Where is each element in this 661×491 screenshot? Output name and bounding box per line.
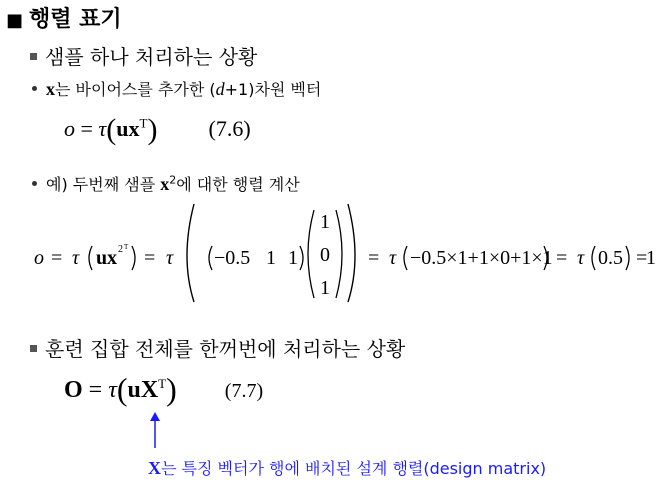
title-marker: ■: [6, 10, 24, 31]
row-paren-left: [209, 246, 212, 270]
eq77-tau: τ: [108, 377, 117, 403]
eqbig-expanded: −0.5×1+1×0+1×1: [410, 247, 553, 269]
row-paren-right: [300, 246, 303, 270]
col-val-0: 1: [320, 211, 330, 233]
bullet-bias-vector: [32, 77, 321, 100]
eq77-sup: T: [158, 376, 167, 391]
equation-example: [34, 200, 654, 305]
example-var-x: x: [160, 174, 170, 194]
paren-right-4: [626, 246, 629, 270]
eq76-x: x: [128, 116, 140, 141]
eq77-u: u: [127, 377, 141, 403]
row-val-1: 1: [266, 247, 276, 269]
bullet-single-sample: [30, 41, 257, 70]
section-title: [6, 2, 122, 33]
bullet-example: [32, 172, 300, 195]
example-text-pre: 예) 두번째 샘플: [46, 175, 161, 194]
paren-left: [89, 246, 92, 270]
eq77-lhs: O: [64, 377, 83, 403]
var-x: x: [46, 79, 55, 99]
eqbig-tau4: τ: [577, 247, 585, 269]
eqbig-eq4: =: [556, 247, 568, 269]
eqbig-lhs: o: [34, 247, 44, 269]
square-bullet-icon: [30, 53, 37, 60]
equation-7-7: $O = \tau(uX^T)$ (7.7): [64, 371, 264, 407]
eq76-sup: T: [139, 115, 148, 131]
note-var-X: X: [148, 458, 161, 478]
eqbig-eq1: =: [51, 247, 63, 269]
paren-left-3: [404, 246, 407, 270]
eqbig-supT: T: [124, 243, 129, 251]
eq76-tau: τ: [98, 116, 107, 141]
col-paren-left: [308, 210, 314, 298]
eq77-equals: =: [88, 377, 103, 403]
row-val-2: 1: [288, 247, 298, 269]
eqbig-tau2: τ: [166, 247, 174, 269]
col-val-2: 1: [320, 277, 330, 299]
big-paren-left: [187, 204, 194, 302]
bias-text-pre: 는 바이어스를 추가한 (: [55, 80, 216, 99]
paren-right: [132, 246, 135, 270]
col-paren-right: [336, 210, 342, 298]
eqbig-result: 1: [646, 247, 656, 269]
var-d: d: [215, 79, 225, 99]
bias-text-post: +1)차원 벡터: [224, 80, 322, 99]
title-text: 행렬 표기: [29, 7, 122, 32]
row-val-0: −0.5: [214, 247, 251, 269]
eqbig-eq3: =: [368, 247, 380, 269]
dot-bullet-icon: [32, 86, 37, 91]
eqbig-u: u: [96, 247, 108, 269]
example-text-post: 에 대한 행렬 계산: [176, 175, 300, 194]
eqbig-sup: 2: [118, 244, 123, 255]
note-text: 는 특징 벡터가 행에 배치된 설계 행렬(design matrix): [161, 459, 547, 478]
eq76-number: (7.6): [208, 116, 251, 141]
example-sup: 2: [169, 173, 177, 187]
eqbig-tau1: τ: [72, 247, 80, 269]
equation-7-6: $o = \tau(ux^T)$ (7.6): [64, 113, 251, 146]
arrow-up-icon: [148, 412, 162, 448]
eqbig-eq2: =: [144, 247, 156, 269]
eqbig-tau3: τ: [389, 247, 397, 269]
design-matrix-note: [148, 456, 546, 479]
eqbig-eq5: =: [636, 247, 648, 269]
dot-bullet-icon: [32, 181, 37, 186]
eqbig-result-inner: 0.5: [598, 247, 623, 269]
big-paren-right: [348, 204, 355, 302]
eq76-u: u: [116, 116, 129, 141]
bullet-single-sample-text: 샘플 하나 처리하는 상황: [45, 45, 258, 69]
bullet-full-batch: [30, 333, 405, 362]
col-val-1: 0: [320, 244, 330, 266]
eq76-lhs: o: [64, 116, 75, 141]
eq77-number: (7.7): [224, 380, 264, 402]
eqbig-x: x: [107, 247, 117, 269]
square-bullet-icon: [30, 345, 37, 352]
paren-left-4: [592, 246, 595, 270]
bullet-full-batch-text: 훈련 집합 전체를 한꺼번에 처리하는 상황: [45, 337, 406, 361]
eq77-X: X: [140, 377, 159, 403]
eq76-equals: =: [80, 116, 93, 141]
